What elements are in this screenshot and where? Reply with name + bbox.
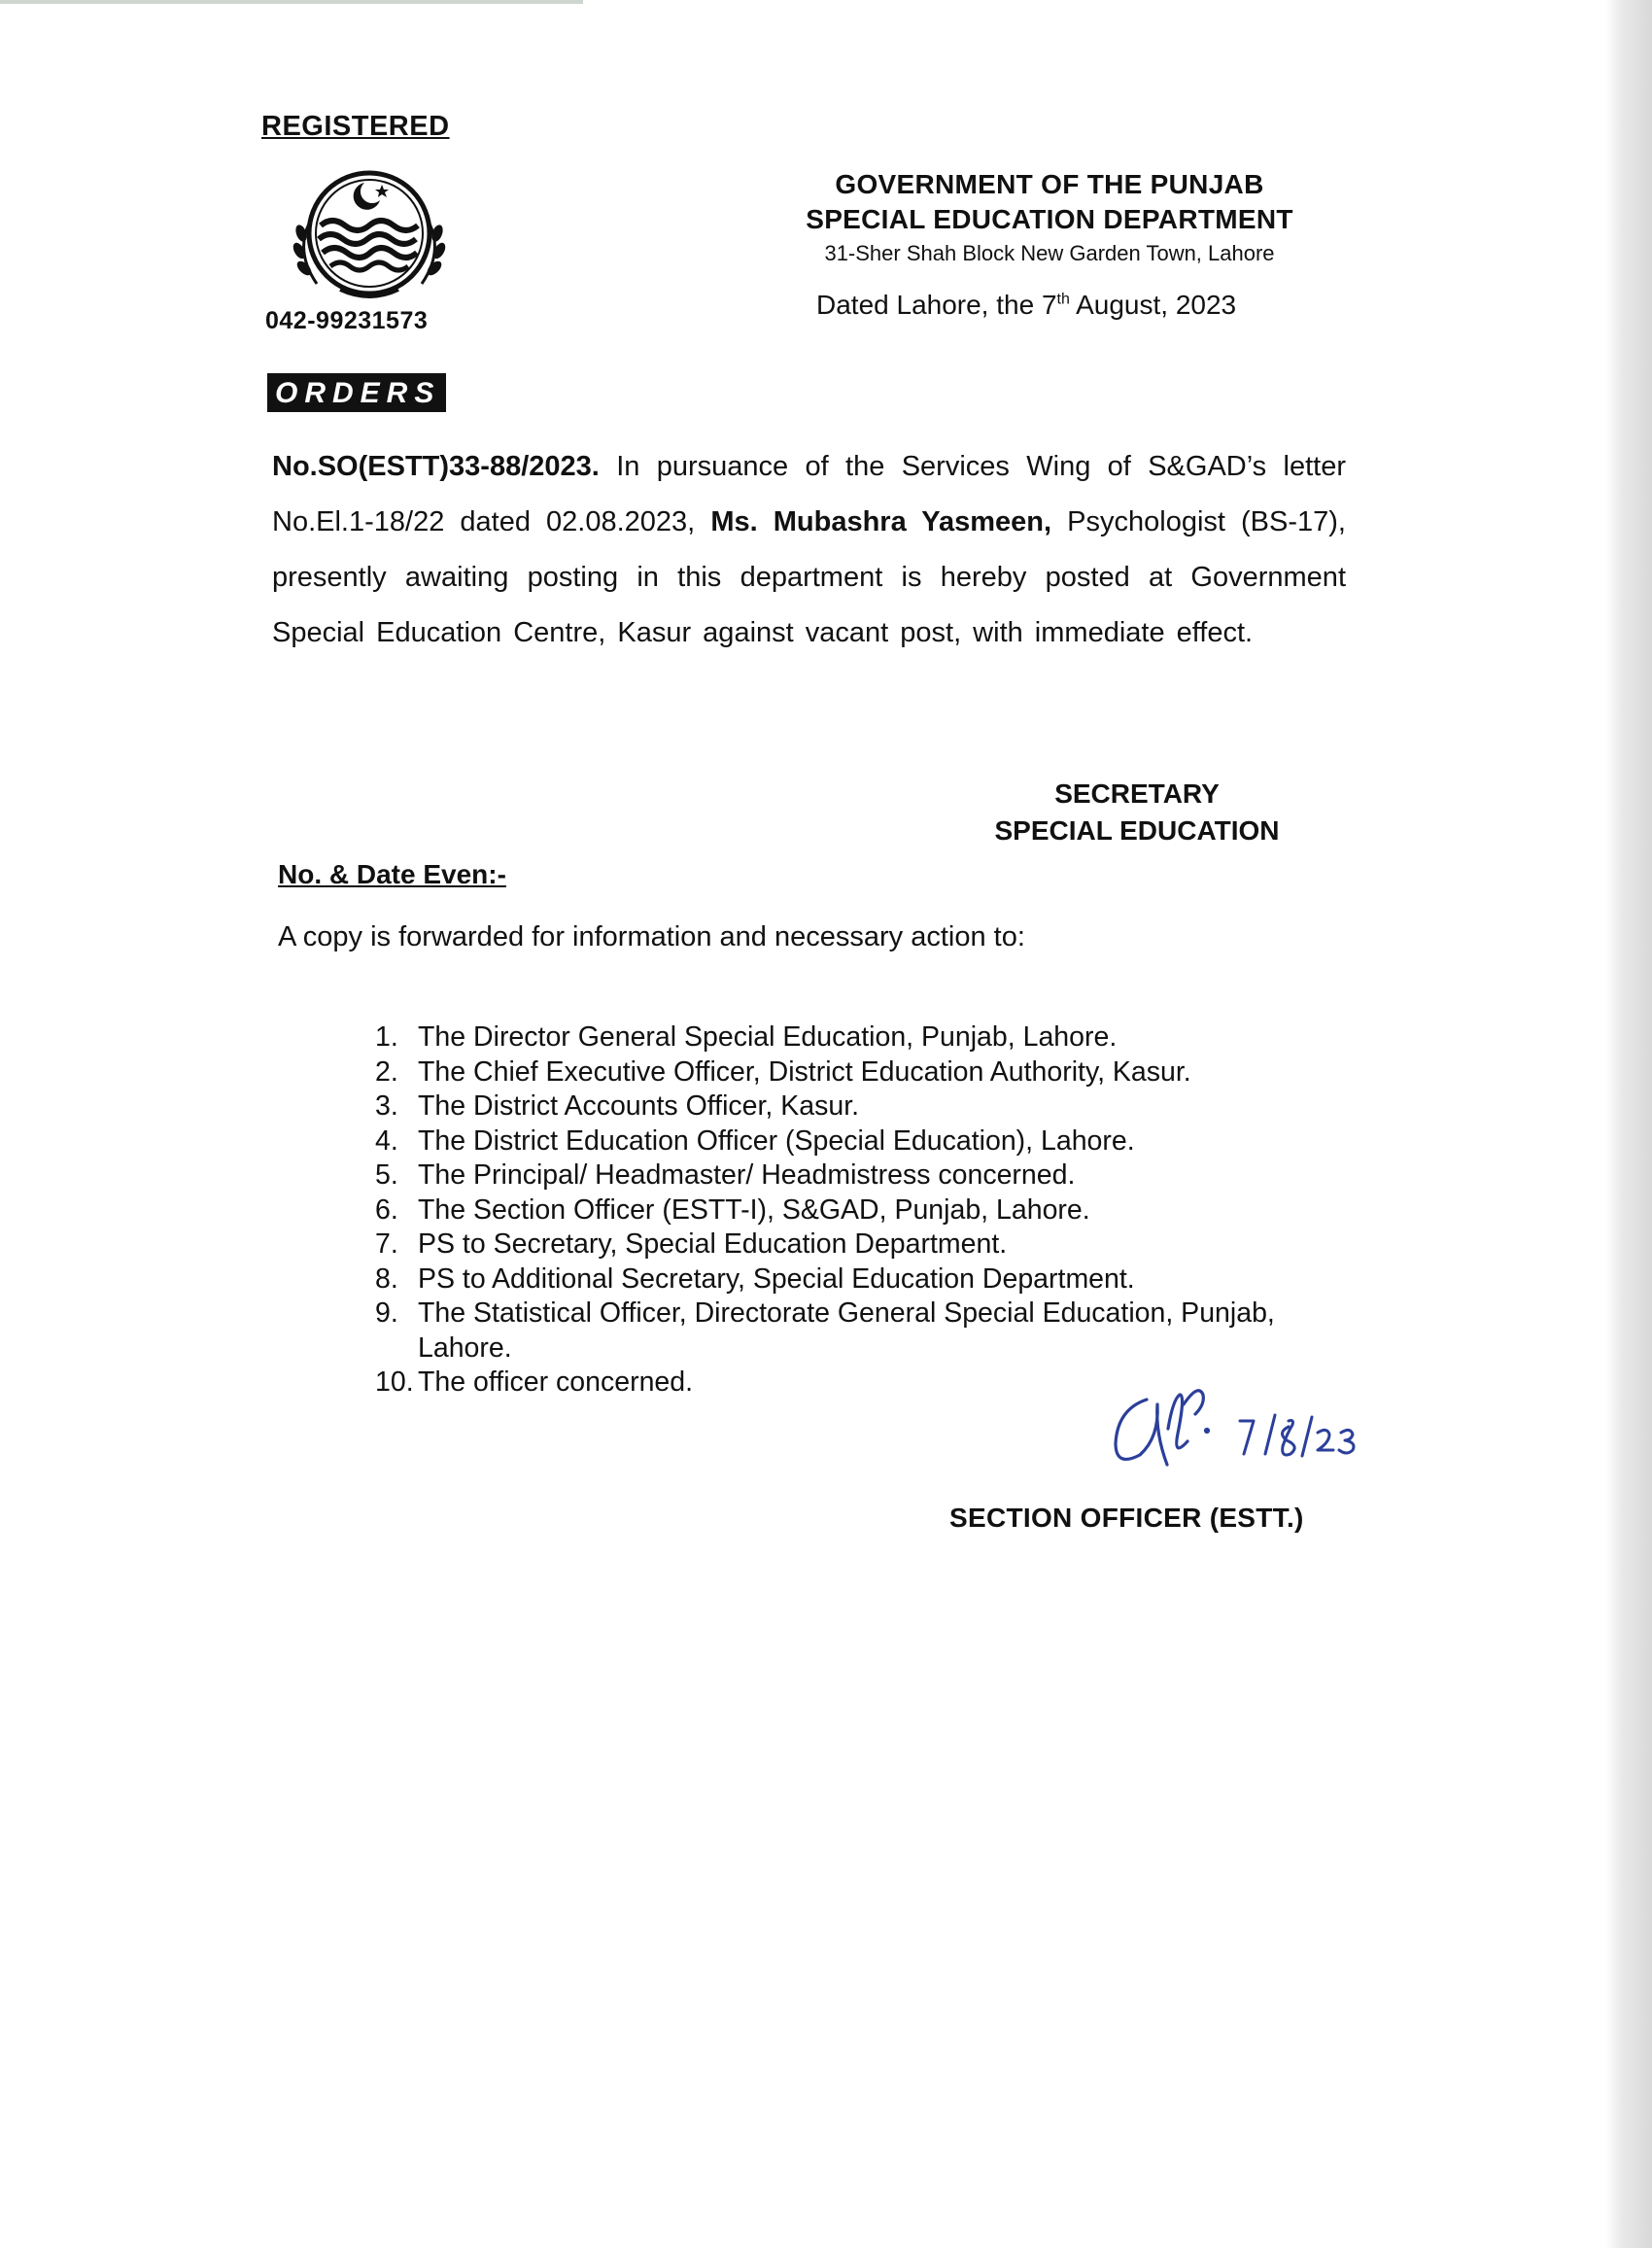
order-number: No.SO(ESTT)33-88/2023. — [272, 451, 600, 482]
list-item-number: 9. — [375, 1297, 398, 1329]
government-name: GOVERNMENT OF THE PUNJAB — [835, 169, 1264, 199]
list-item — [375, 1089, 1347, 1124]
no-date-even-heading: No. & Date Even:- — [278, 859, 506, 889]
government-header — [739, 169, 1360, 266]
order-text-1: In pursuance of the Services Wing of S&GAD’s letter No.El.1-18/22 dated 02.08.2023, — [272, 451, 1346, 537]
list-item — [375, 1159, 1347, 1193]
list-item-number: 10. — [375, 1366, 414, 1398]
department-address: 31-Sher Shah Block New Garden Town, Lahore — [824, 241, 1275, 265]
orders-heading: ORDERS — [267, 373, 446, 412]
order-paragraph — [272, 439, 1346, 661]
list-item-text: The Statistical Officer, Directorate General Special Education, Punjab, Lahore. — [418, 1297, 1275, 1364]
list-item-text: The officer concerned. — [418, 1366, 694, 1398]
list-item-text: PS to Additional Secretary, Special Education Department. — [418, 1262, 1135, 1295]
list-item — [375, 1297, 1347, 1366]
phone-number: 042-99231573 — [265, 307, 429, 334]
order-text-2: Psychologist (BS-17), presently awaiting posting in this department is hereby posted at Government Special Education Centre, Kasur against vacant post, with immediate effect. — [272, 506, 1346, 648]
list-item — [375, 1055, 1347, 1090]
dated-prefix: Dated Lahore, the 7 — [816, 290, 1057, 320]
secretary-signatory — [962, 776, 1312, 849]
list-item-text: The District Education Officer (Special Education), Lahore. — [418, 1124, 1135, 1157]
list-item-text: The Chief Executive Officer, District Education Authority, Kasur. — [418, 1055, 1191, 1088]
dated-superscript: th — [1056, 291, 1070, 308]
list-item-number: 6. — [375, 1193, 398, 1226]
distribution-list — [375, 1020, 1347, 1401]
list-item-text: The Principal/ Headmaster/ Headmistress concerned. — [418, 1159, 1076, 1191]
government-of-punjab-emblem — [272, 156, 466, 311]
list-item-number: 7. — [375, 1228, 398, 1260]
list-item-number: 1. — [375, 1021, 398, 1053]
list-item-text: PS to Secretary, Special Education Department. — [418, 1228, 1008, 1260]
list-item — [375, 1228, 1347, 1262]
secretary-department: SPECIAL EDUCATION — [994, 815, 1280, 846]
scan-edge-right — [1605, 0, 1652, 2248]
dated-suffix: August, 2023 — [1069, 290, 1237, 320]
order-person-name: Ms. Mubashra Yasmeen, — [710, 506, 1052, 537]
list-item — [375, 1124, 1347, 1159]
list-item-text: The Director General Special Education, Punjab, Lahore. — [418, 1021, 1118, 1053]
secretary-title: SECRETARY — [1054, 778, 1220, 809]
dated-line — [816, 290, 1236, 321]
registered-label: REGISTERED — [261, 111, 450, 142]
list-item-number: 2. — [375, 1055, 398, 1088]
list-item — [375, 1020, 1347, 1055]
list-item — [375, 1262, 1347, 1297]
handwritten-signature — [1088, 1370, 1380, 1487]
list-item-number: 5. — [375, 1159, 398, 1191]
list-item-number: 3. — [375, 1090, 398, 1122]
section-officer-title: SECTION OFFICER (ESTT.) — [949, 1503, 1304, 1533]
list-item-text: The Section Officer (ESTT-I), S&GAD, Punjab, Lahore. — [418, 1193, 1090, 1226]
department-name: SPECIAL EDUCATION DEPARTMENT — [806, 204, 1293, 234]
copy-forwarded-line: A copy is forwarded for information and necessary action to: — [278, 921, 1025, 952]
list-item — [375, 1193, 1347, 1228]
list-item-number: 4. — [375, 1124, 398, 1157]
list-item-text: The District Accounts Officer, Kasur. — [418, 1090, 860, 1122]
list-item-number: 8. — [375, 1262, 398, 1295]
